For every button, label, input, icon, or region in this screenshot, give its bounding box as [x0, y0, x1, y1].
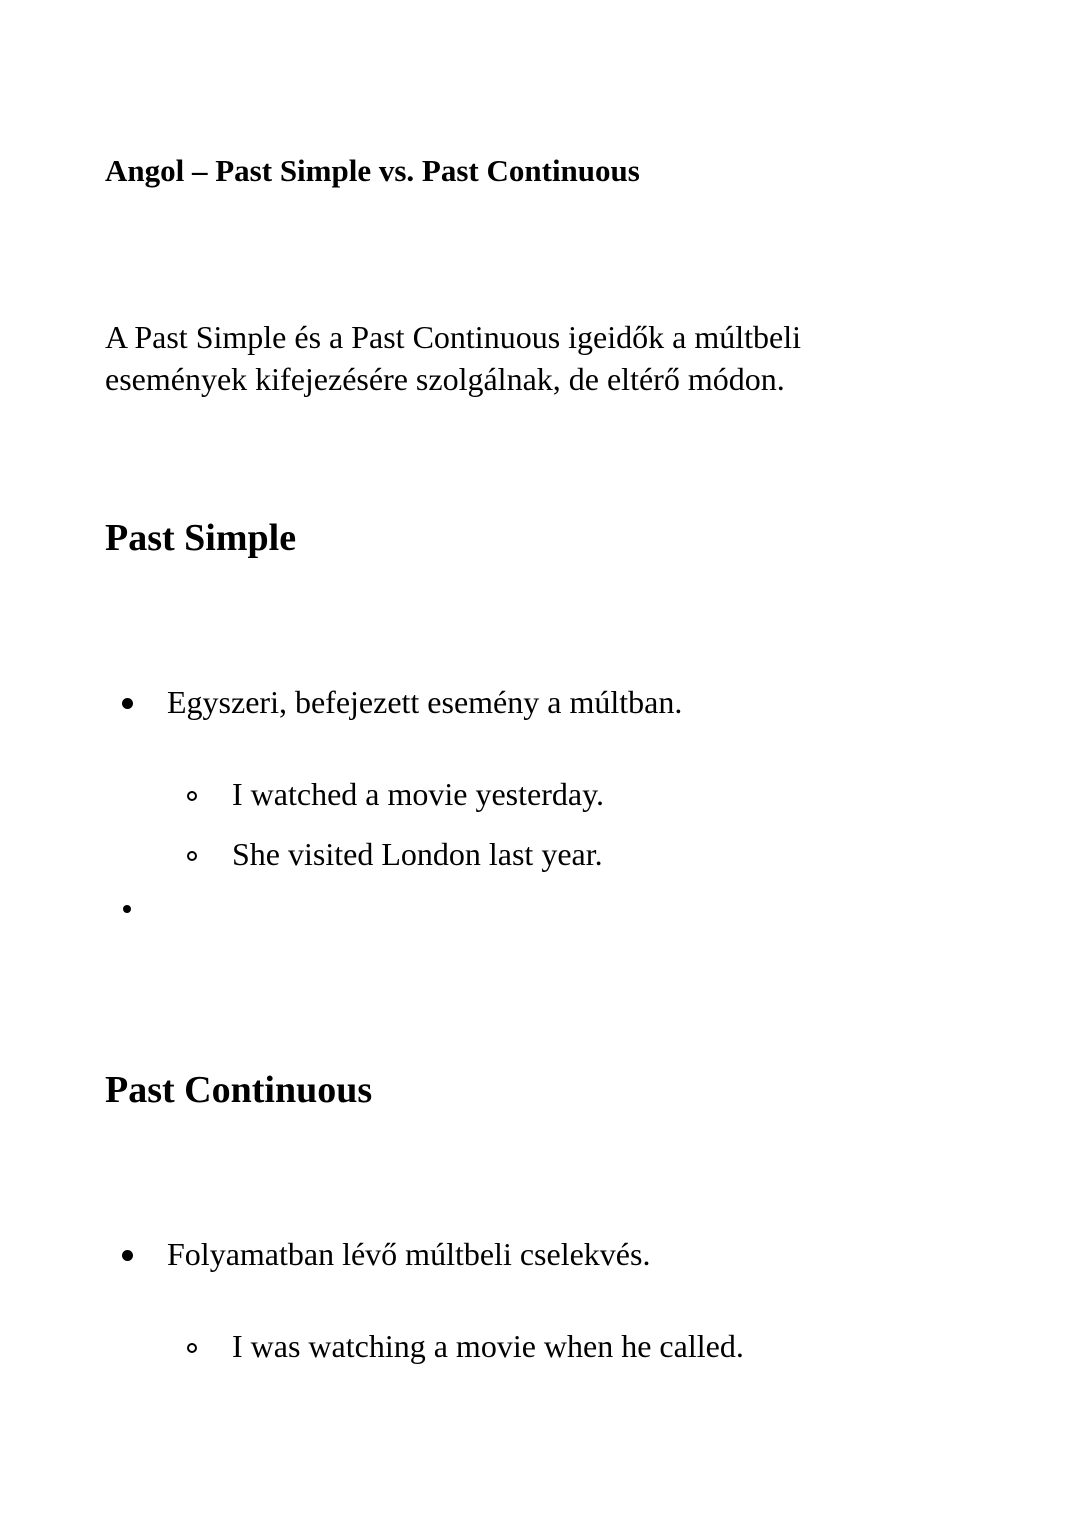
- example-list-item: I watched a movie yesterday.: [105, 773, 915, 815]
- empty-list-item: [105, 895, 915, 923]
- intro-paragraph: A Past Simple és a Past Continuous igeidők a múltbeli események kifejezésére szolgálnak, de eltérő módon.: [105, 319, 801, 397]
- list-item: Egyszeri, befejezett esemény a múltban.: [105, 681, 915, 723]
- past-simple-list: [105, 681, 915, 923]
- section-heading-past-simple: Past Simple: [105, 517, 297, 559]
- example-list-item: I was watching a movie when he called.: [105, 1325, 915, 1367]
- list-item: Folyamatban lévő múltbeli cselekvés.: [105, 1233, 915, 1275]
- document-content: [105, 152, 915, 1367]
- section-heading-past-continuous: Past Continuous: [105, 1069, 373, 1111]
- example-list-item: She visited London last year.: [105, 833, 915, 875]
- document-title: Angol – Past Simple vs. Past Continuous: [105, 153, 640, 188]
- past-continuous-list: [105, 1233, 915, 1367]
